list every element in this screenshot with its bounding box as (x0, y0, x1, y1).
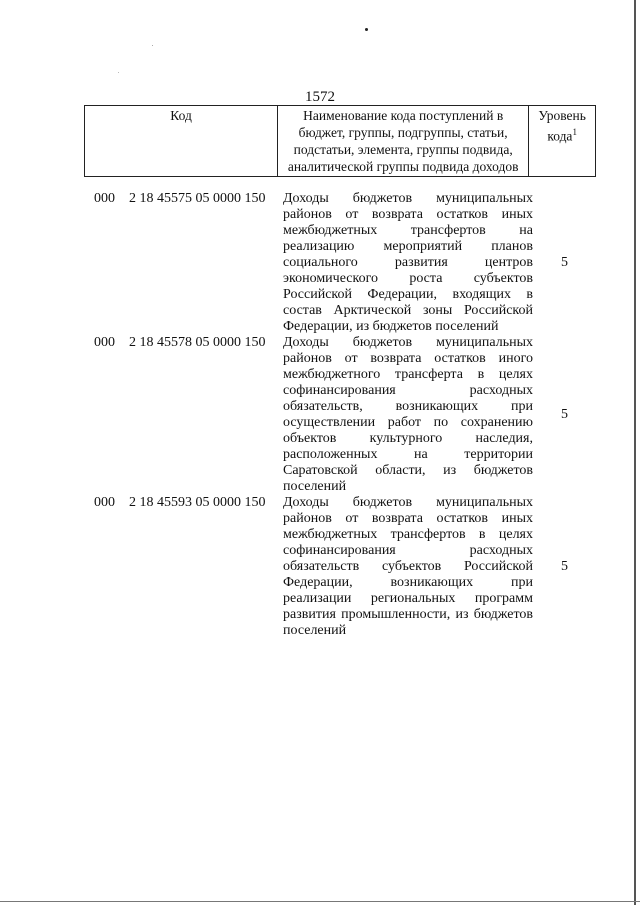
revenue-name: Доходы бюджетов муниципальных районов от возврата остатков иного межбюджетного трансферта в целях софинансирования расходных обязательств, возникающих при осуществлении работ по сохранению объектов культурного наследия, расположенных на территории Саратовской области, из бюджетов поселений (283, 335, 533, 494)
revenue-name: Доходы бюджетов муниципальных районов от возврата остатков иных межбюджетных трансфертов в целях софинансирования расходных обязательств субъектов Российской Федерации, возникающих при реализации региональных программ развития промышленности, из бюджетов поселений (283, 495, 533, 638)
table-header (84, 105, 596, 177)
admin-code: 000 (94, 191, 115, 206)
header-level (529, 106, 596, 177)
table-row (84, 191, 596, 335)
admin-code: 000 (94, 495, 115, 510)
page-edge (634, 0, 636, 905)
header-level-footnote: 1 (572, 127, 577, 137)
table-body (84, 191, 596, 639)
code-level: 5 (561, 255, 568, 270)
scan-speck (118, 72, 119, 73)
code-cell (84, 495, 283, 639)
code-cell (84, 191, 283, 335)
header-name: Наименование кода поступлений в бюджет, группы, подгруппы, статьи, подстатьи, элемента, группы подвида, аналитической группы подвида доходов (278, 106, 529, 177)
page-number: 1572 (305, 89, 335, 105)
revenue-name: Доходы бюджетов муниципальных районов от возврата остатков иных межбюджетных трансфертов на реализацию мероприятий планов социального развития центров экономического роста субъектов Российской Федерации, входящих в состав Арктической зоны Российской Федерации, из бюджетов поселений (283, 191, 533, 334)
header-code: Код (85, 106, 278, 177)
code-level: 5 (561, 559, 568, 574)
admin-code: 000 (94, 335, 115, 350)
code-level: 5 (561, 407, 568, 422)
revenue-code: 2 18 45593 05 0000 150 (129, 495, 266, 510)
code-cell (84, 335, 283, 495)
scan-speck (365, 28, 368, 31)
page-edge (0, 901, 640, 902)
revenue-code: 2 18 45578 05 0000 150 (129, 335, 266, 350)
table-row (84, 495, 596, 639)
revenue-code: 2 18 45575 05 0000 150 (129, 191, 266, 206)
table-row (84, 335, 596, 495)
header-level-label: Уровень кода (538, 108, 586, 144)
scan-speck (152, 45, 153, 46)
